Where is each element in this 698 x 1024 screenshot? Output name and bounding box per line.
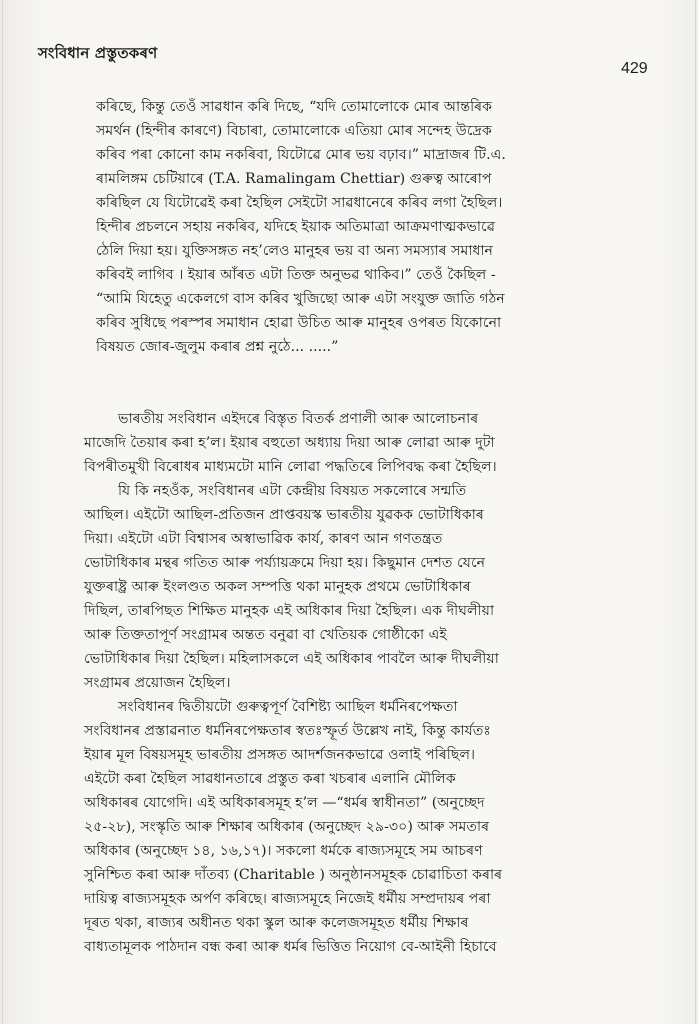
paragraph-line: দূৰত থকা, ৰাজ্যৰ অধীনত থকা স্কুল আৰু কলেজসমূহত ধৰ্মীয় শিক্ষাৰ [84, 915, 469, 931]
page-edge-shadow-left [2, 0, 3, 1024]
paragraph-line: সংবিধানৰ দ্বিতীয়টো গুৰুত্বপূৰ্ণ বৈশিষ্ট্য আছিল ধৰ্মনিৰপেক্ষতা [118, 699, 458, 715]
page-edge-shadow-right [695, 0, 696, 1024]
paragraph-line: এইটো কৰা হৈছিল সাৱধানতাৰে প্ৰস্তুত কৰা খচৰাৰ এলানি মৌলিক [84, 771, 456, 787]
paragraph-line: ভোটাধিকাৰ মন্থৰ গতিত আৰু পৰ্য্যায়ক্ৰমে দিয়া হয়। কিছুমান দেশত যেনে [84, 555, 486, 571]
paragraph-line: সুনিশ্চিত কৰা আৰু দাঁতব্য (Charitable ) অনুষ্ঠানসমূহক চোৱাচিতা কৰাৰ [84, 867, 503, 883]
quote-line: সমৰ্থন (হিন্দীৰ কাৰণে) বিচাৰা, তোমালোকে এতিয়া মোৰ সন্দেহ উদ্ৰেক [96, 123, 492, 139]
quote-line: বিষয়ত জোৰ-জুলুম কৰাৰ প্ৰশ্ন নুঠে... .....” [96, 339, 339, 355]
paragraph-line: দিছিল, তাৰপিছত শিক্ষিত মানুহক এই অধিকাৰ দিয়া হৈছিল। এক দীঘলীয়া [84, 603, 495, 619]
quote-line: কৰিব সুধিছে পৰস্পৰ সমাধান হোৱা উচিত আৰু মানুহৰ ওপৰত যিকোনো [96, 315, 502, 331]
paragraph-line: ভাৰতীয় সংবিধান এইদৰে বিস্তৃত বিতৰ্ক প্ৰণালী আৰু আলোচনাৰ [118, 411, 479, 427]
paragraph-line: যি কি নহওঁক, সংবিধানৰ এটা কেন্দ্ৰীয় বিষয়ত সকলোৰে সন্মতি [118, 483, 467, 499]
quote-line: ঠেলি দিয়া হয়। যুক্তিসঙ্গত নহ’লেও মানুহৰ ভয় বা অন্য সমস্যাৰ সমাধান [96, 243, 494, 259]
paragraph-line: বিপৰীতমুখী বিৰোধৰ মাধ্যমটো মানি লোৱা পদ্ধতিৰে লিপিবদ্ধ কৰা হৈছিল। [84, 459, 497, 475]
paragraph-line: অধিকাৰ (অনুচ্ছেদ ১৪, ১৬,১৭)। সকলো ধৰ্মকে ৰাজ্যসমূহে সম আচৰণ [84, 843, 483, 859]
paragraph-line: অধিকাৰৰ যোগেদি। এই অধিকাৰসমূহ হ’ল —“ধৰ্মৰ স্বাধীনতা” (অনুচ্ছেদ [84, 795, 485, 811]
quote-line: কৰিছিল যে যিটোৱেই কৰা হৈছিল সেইটো সাৱধানেৰে কৰিব লগা হৈছিল। [96, 195, 503, 211]
paragraph-line: আছিল। এইটো আছিল-প্ৰতিজন প্ৰাপ্তবয়স্ক ভাৰতীয় যুৱকক ভোটাধিকাৰ [84, 507, 484, 523]
quote-line: “আমি যিহেতু একেলগে বাস কৰিব খুজিছো আৰু এটা সংযুক্ত জাতি গঠন [96, 291, 505, 307]
quote-line: হিন্দীৰ প্ৰচলনে সহায় নকৰিব, যদিহে ইয়াক অতিমাত্ৰা আক্ৰমণাত্মকভাৱে [96, 219, 496, 235]
paragraph-line: দায়িত্ব ৰাজ্যসমূহক অৰ্পণ কৰিছে। ৰাজ্যসমূহে নিজেই ধৰ্মীয় সম্প্ৰদায়ৰ পৰা [84, 891, 491, 907]
paragraph-line: ভোটাধিকাৰ দিয়া হৈছিল। মহিলাসকলে এই অধিকাৰ পাবলৈ আৰু দীঘলীয়া [84, 651, 499, 667]
quote-line: কৰিবই লাগিব । ইয়াৰ আঁৰত এটা তিক্ত অনুভৱ থাকিব।” তেওঁ কৈছিল - [96, 267, 496, 283]
paragraph-line: আৰু তিক্ততাপূৰ্ণ সংগ্ৰামৰ অন্তত বনুৱা বা খেতিয়ক গোষ্ঠীকো এই [84, 627, 447, 643]
paragraph-line: যুক্তৰাষ্ট্ৰ আৰু ইংলণ্ডত অকল সম্পত্তি থকা মানুহক প্ৰথমে ভোটাধিকাৰ [84, 579, 471, 595]
paragraph-line: ইয়াৰ মূল বিষয়সমূহ ভাৰতীয় প্ৰসঙ্গত আদৰ্শজনকভাৱে ওলাই পৰিছিল। [84, 747, 476, 763]
running-header-title: সংবিধান প্ৰস্তুতকৰণ [38, 44, 158, 62]
quote-line: কৰিব পৰা কোনো কাম নকৰিবা, যিটোৱে মোৰ ভয় বঢ়াব।” মাদ্ৰাজৰ টি.এ. [96, 147, 506, 163]
page-number: 429 [621, 60, 648, 77]
paragraph-line: বাধ্যতামূলক পাঠদান বন্ধ কৰা আৰু ধৰ্মৰ ভিত্তিত নিয়োগ বে-আইনী হিচাবে [84, 939, 497, 955]
paragraph-line: সংবিধানৰ প্ৰস্তাৱনাত ধৰ্মনিৰপেক্ষতাৰ স্বতঃস্ফূৰ্ত উল্লেখ নাই, কিন্তু কাৰ্যতঃ [84, 723, 492, 739]
quote-line: ৰামলিঙ্গম চেটিয়াৰে (T.A. Ramalingam Chettiar) গুৰুত্ব আৰোপ [96, 171, 492, 187]
quote-line: কৰিছে, কিন্তু তেওঁ সাৱধান কৰি দিছে, “যদি তোমালোকে মোৰ আন্তৰিক [96, 99, 493, 115]
paragraph-line: সংগ্ৰামৰ প্ৰয়োজন হৈছিল। [84, 675, 231, 691]
paragraph-line: ২৫-২৮), সংস্কৃতি আৰু শিক্ষাৰ অধিকাৰ (অনুচ্ছেদ ২৯-৩০) আৰু সমতাৰ [84, 819, 490, 835]
paragraph-line: মাজেদি তৈয়াৰ কৰা হ’ল। ইয়াৰ বহুতো অধ্যায় দিয়া আৰু লোৱা আৰু দুটা [84, 435, 495, 451]
paragraph-line: দিয়া। এইটো এটা বিশ্বাসৰ অস্বাভাৱিক কাৰ্য, কাৰণ আন গণতন্ত্ৰত [84, 531, 443, 547]
